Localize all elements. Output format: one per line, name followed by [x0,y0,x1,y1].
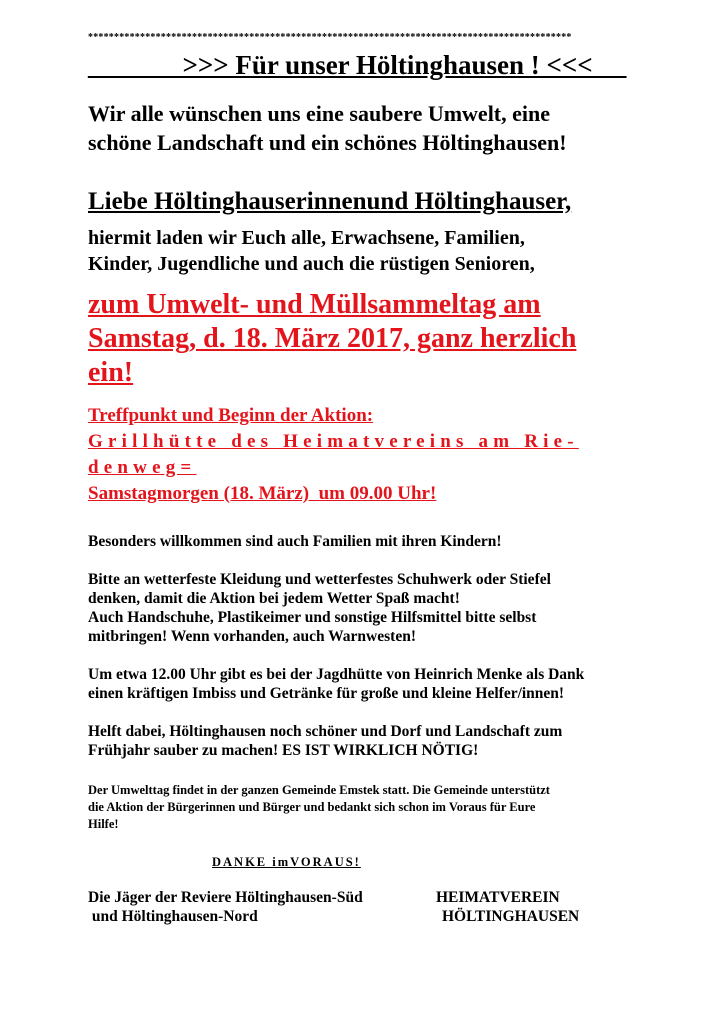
meeting-place-line-2: denweg= [88,457,197,478]
municipality-line-3: Hilfe! [88,817,119,831]
municipality-line-2: die Aktion der Bürgerinnen und Bürger und bedankt sich schon im Voraus für Eure [88,800,536,814]
meeting-label: Treffpunkt und Beginn der Aktion: [88,405,374,426]
invitation-line-1: hiermit laden wir Euch alle, Erwachsene, Familien, [88,227,525,249]
invitation-line-2: Kinder, Jugendliche und auch die rüstigen Senioren, [88,253,535,275]
clothing-line-2: denken, damit die Aktion bei jedem Wetter Spaß macht! [88,590,460,607]
greeting: Liebe Höltinghauserinnenund Höltinghauser, [88,188,572,215]
appeal-line-2: Frühjahr sauber zu machen! ES IST WIRKLICH NÖTIG! [88,742,479,759]
signature-hunters-line-1: Die Jäger der Reviere Höltinghausen-Süd [88,889,363,906]
clothing-line-4: mitbringen! Wenn vorhanden, auch Warnwesten! [88,628,416,645]
snack-line-2: einen kräftigen Imbiss und Getränke für große und kleine Helfer/innen! [88,685,565,702]
star-divider: ********************************************************************************************* [88,32,572,43]
signature-club-line-2: HÖLTINGHAUSEN [442,908,580,925]
appeal-line-1: Helft dabei, Höltinghausen noch schöner und Dorf und Landschaft zum [88,723,563,740]
event-line-3: ein! [88,357,134,388]
thanks-note: DANKE imVORAUS! [212,855,361,869]
clothing-line-1: Bitte an wetterfeste Kleidung und wetterfestes Schuhwerk oder Stiefel [88,571,551,588]
event-line-2: Samstag, d. 18. März 2017, ganz herzlich [88,323,577,354]
meeting-place-line-1: Grillhütte des Heimatvereins am Rie- [88,431,579,452]
families-paragraph: Besonders willkommen sind auch Familien mit ihren Kindern! [88,533,502,550]
snack-line-1: Um etwa 12.00 Uhr gibt es bei der Jagdhütte von Heinrich Menke als Dank [88,666,585,683]
clothing-line-3: Auch Handschuhe, Plastikeimer und sonstige Hilfsmittel bitte selbst [88,609,537,626]
intro-line-2: schöne Landschaft und ein schönes Höltinghausen! [88,130,567,155]
signature-hunters-line-2: und Höltinghausen-Nord [88,908,258,925]
event-line-1: zum Umwelt- und Müllsammeltag am [88,289,541,320]
intro-line-1: Wir alle wünschen uns eine saubere Umwelt, eine [88,101,551,126]
headline: _______>>> Für unser Höltinghausen ! <<<_ _ [88,50,627,80]
signature-club-line-1: HEIMATVEREIN [436,889,560,906]
municipality-line-1: Der Umwelttag findet in der ganzen Gemeinde Emstek statt. Die Gemeinde unterstützt [88,783,550,797]
meeting-time: Samstagmorgen (18. März) um 09.00 Uhr! [88,483,437,504]
